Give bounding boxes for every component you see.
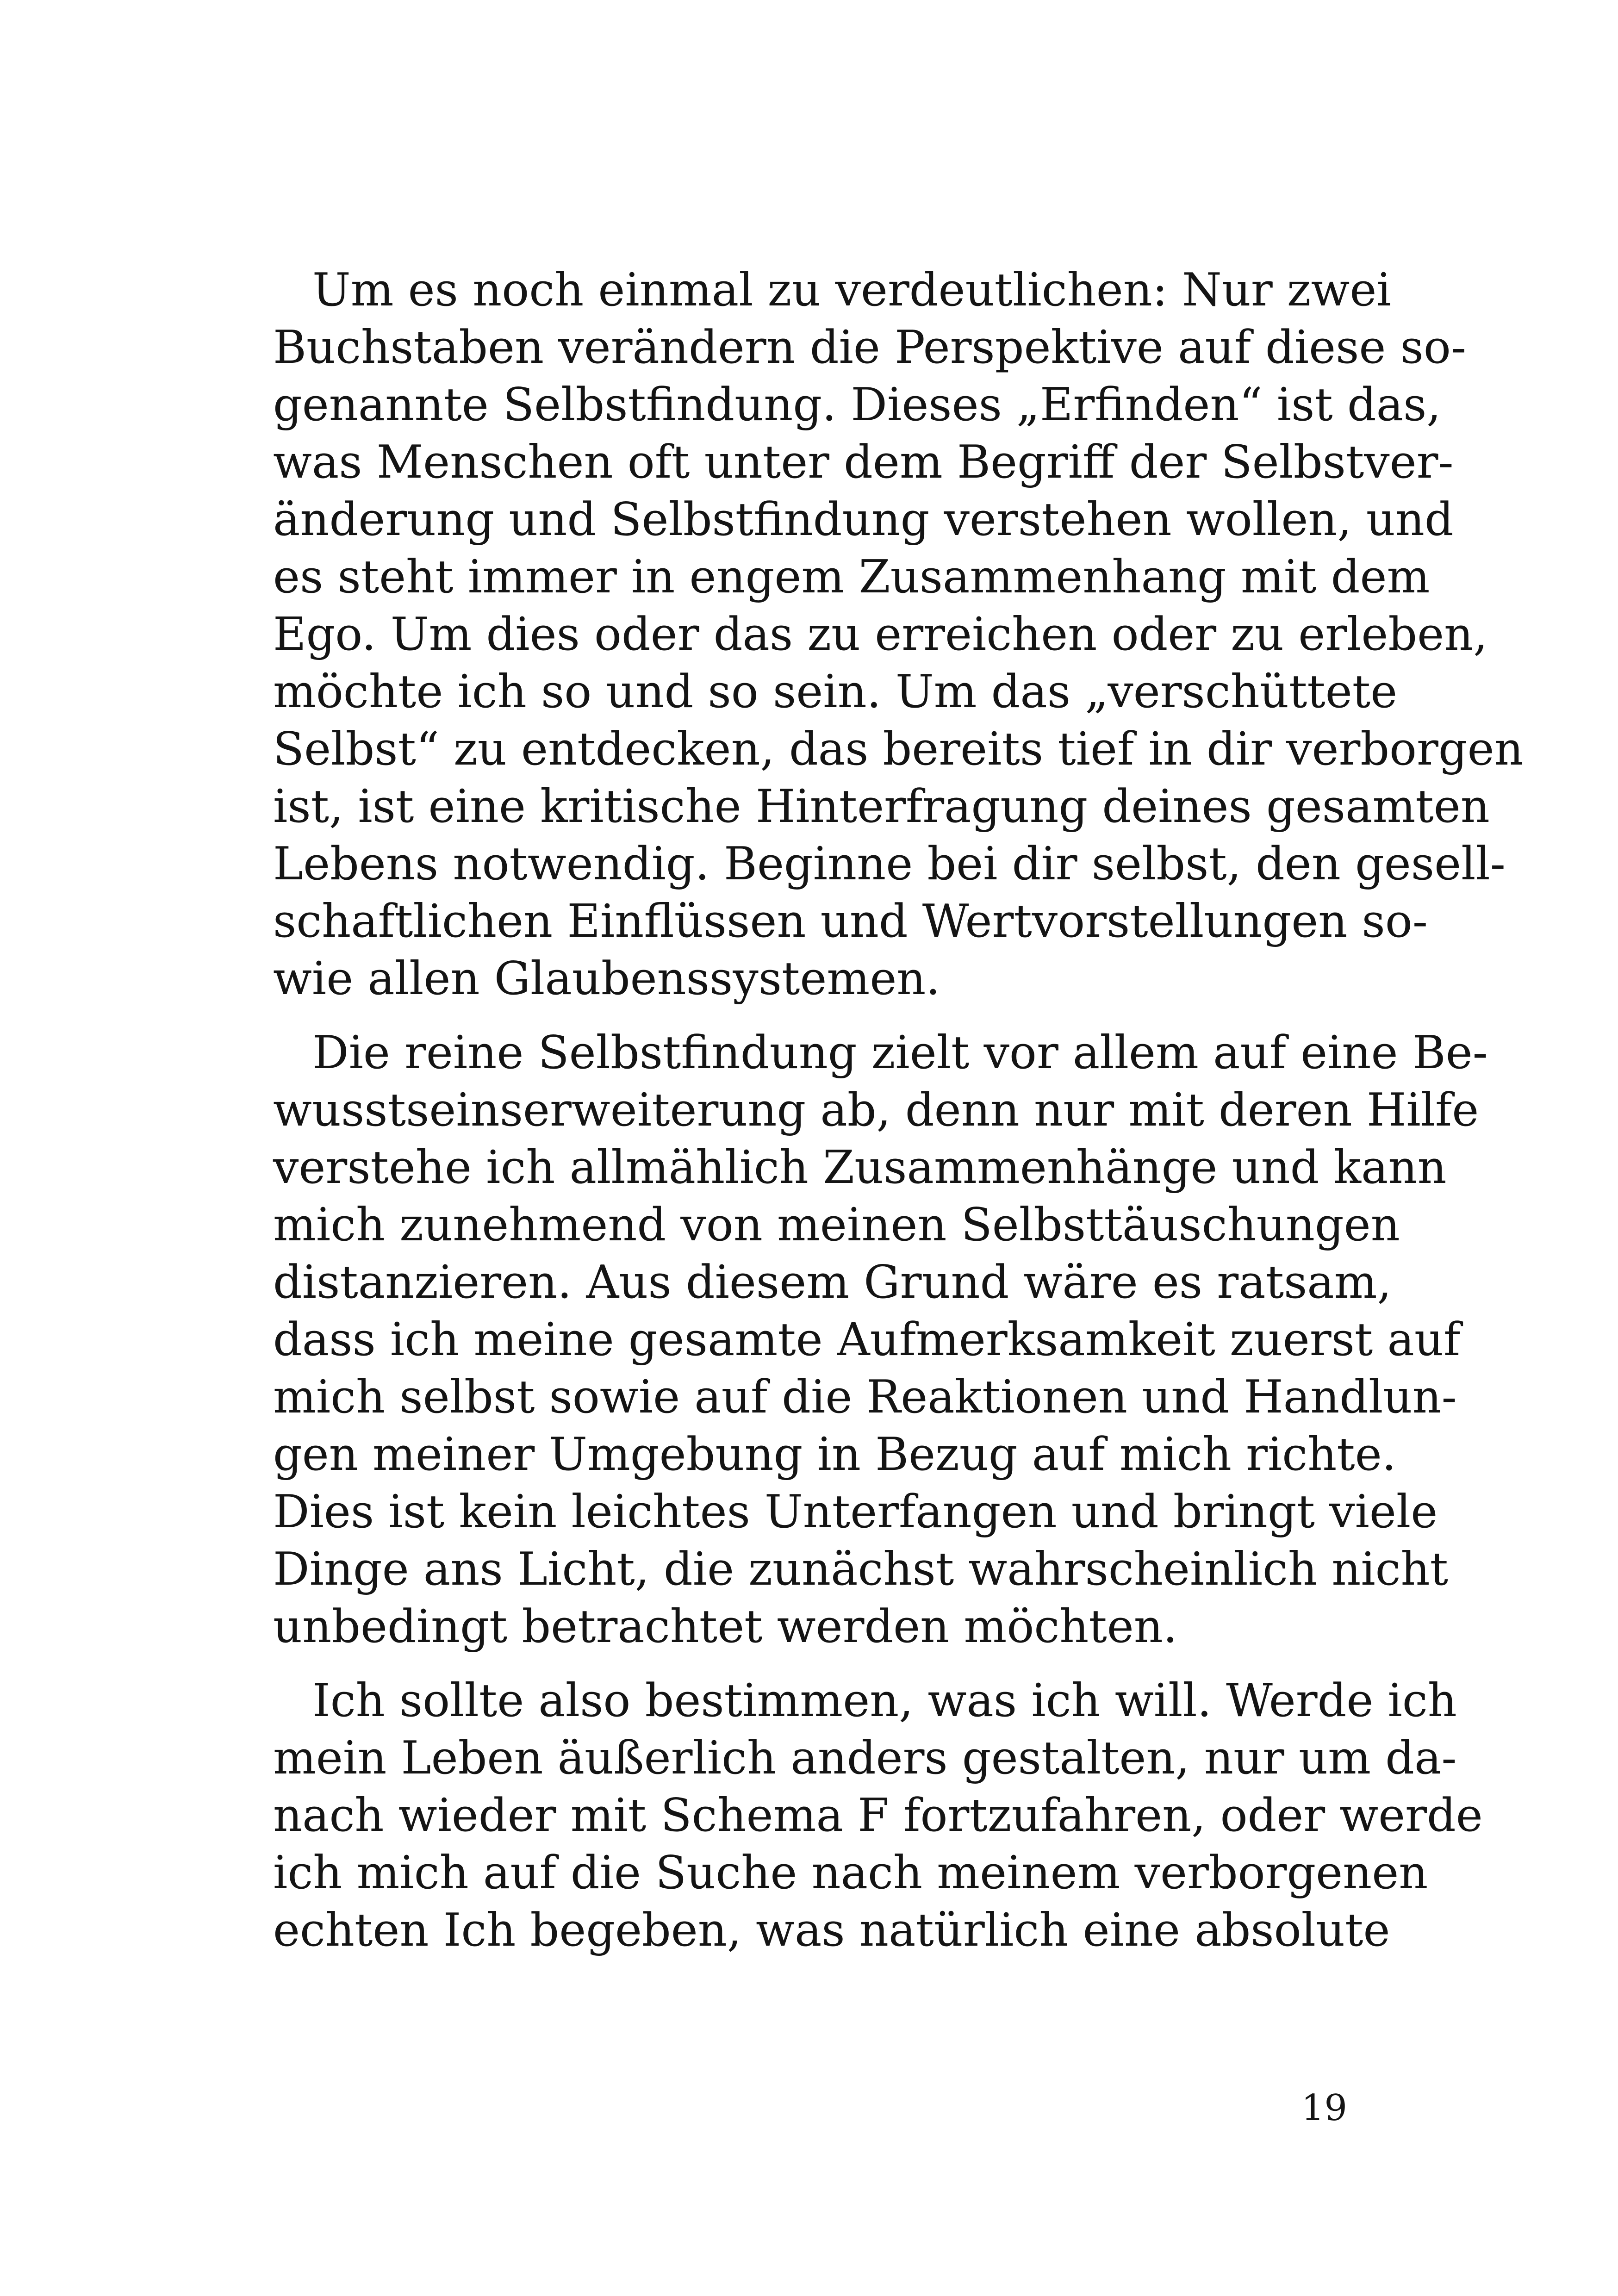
page-number: 19 (1301, 2087, 1347, 2129)
text-line: möchte ich so und so sein. Um das „verschüttete (273, 666, 1398, 718)
text-line: Buchstaben verändern die Perspektive auf diese so- (273, 321, 1466, 374)
text-line: mein Leben äußerlich anders gestalten, nur um da- (273, 1732, 1457, 1785)
text-line: mich selbst sowie auf die Reaktionen und Handlun- (273, 1371, 1457, 1424)
text-line: Dies ist kein leichtes Unterfangen und bringt viele (273, 1486, 1438, 1538)
paragraph-3 (273, 1672, 1483, 1959)
text-line: ich mich auf die Suche nach meinem verborgenen (273, 1847, 1428, 1899)
text-line: ist, ist eine kritische Hinterfragung deines gesamten (273, 780, 1490, 833)
text-line: änderung und Selbstfindung verstehen wollen, und (273, 493, 1454, 546)
text-line: es steht immer in engem Zusammenhang mit dem (273, 551, 1430, 604)
text-line: mich zunehmend von meinen Selbsttäuschungen (273, 1199, 1400, 1251)
text-line: schaftlichen Einflüssen und Wertvorstellungen so- (273, 895, 1428, 948)
text-line: verstehe ich allmählich Zusammenhänge und kann (273, 1141, 1447, 1194)
text-line: Lebens notwendig. Beginne bei dir selbst, den gesell- (273, 838, 1506, 890)
text-line: nach wieder mit Schema F fortzufahren, oder werde (273, 1789, 1483, 1842)
text-line: unbedingt betrachtet werden möchten. (273, 1600, 1178, 1653)
text-line: was Menschen oft unter dem Begriff der Selbstver- (273, 436, 1454, 489)
text-line: wie allen Glaubenssystemen. (273, 952, 940, 1005)
text-line: echten Ich begeben, was natürlich eine absolute (273, 1904, 1390, 1957)
text-line: Ich sollte also bestimmen, was ich will. Werde ich (312, 1674, 1457, 1727)
text-line: dass ich meine gesamte Aufmerksamkeit zuerst auf (273, 1313, 1461, 1366)
body-text (273, 261, 1524, 1959)
text-line: Die reine Selbstfindung zielt vor allem auf eine Be- (312, 1027, 1488, 1079)
text-line: Dinge ans Licht, die zunächst wahrscheinlich nicht (273, 1543, 1449, 1596)
text-line: Ego. Um dies oder das zu erreichen oder zu erleben, (273, 608, 1488, 661)
text-line: wusstseinserweiterung ab, denn nur mit deren Hilfe (273, 1084, 1479, 1137)
paragraph-1 (273, 261, 1524, 1008)
text-line: gen meiner Umgebung in Bezug auf mich richte. (273, 1428, 1396, 1481)
text-line: distanzieren. Aus diesem Grund wäre es ratsam, (273, 1256, 1392, 1309)
text-line: Selbst“ zu entdecken, das bereits tief in dir verborgen (273, 723, 1524, 776)
text-line: Um es noch einmal zu verdeutlichen: Nur zwei (312, 264, 1391, 317)
paragraph-2 (273, 1024, 1488, 1655)
text-line: genannte Selbstfindung. Dieses „Erfinden“ ist das, (273, 379, 1441, 431)
